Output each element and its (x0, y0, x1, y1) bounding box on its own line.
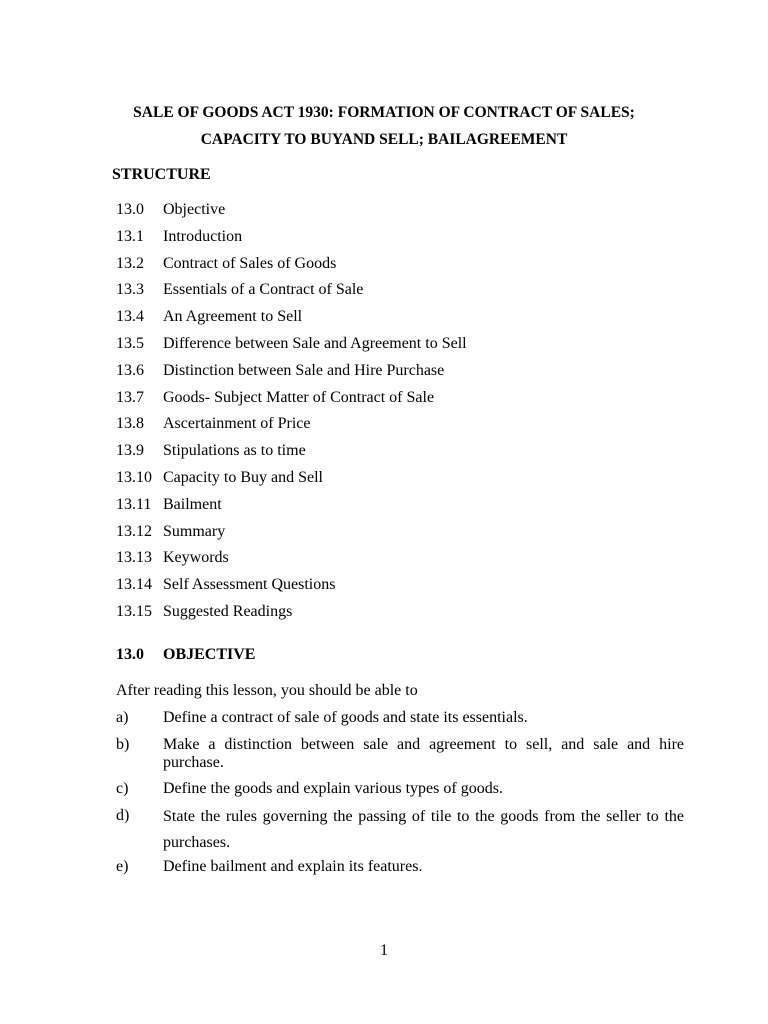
toc-item (116, 200, 467, 227)
structure-heading: STRUCTURE (112, 166, 211, 183)
toc-item-label: Essentials of a Contract of Sale (163, 281, 364, 299)
objective-item-text: Define a contract of sale of goods and state its essentials. (163, 709, 528, 726)
toc-item (116, 334, 467, 361)
toc-item (116, 575, 467, 602)
toc-item-number: 13.5 (116, 334, 144, 352)
objectives-list (116, 708, 684, 884)
page-number: 1 (380, 942, 388, 959)
toc-item (116, 495, 467, 522)
toc-item-number: 13.9 (116, 442, 144, 460)
toc-item-label: Goods- Subject Matter of Contract of Sale (163, 388, 435, 406)
objective-item (116, 779, 684, 799)
toc-item-number: 13.6 (116, 361, 144, 379)
toc-item-label: An Agreement to Sell (163, 308, 303, 326)
toc-item-number: 13.15 (116, 602, 152, 620)
document-title-line-1: SALE OF GOODS ACT 1930: FORMATION OF CONTRACT OF SALES; (133, 104, 635, 121)
objective-item-letter: c) (116, 780, 129, 797)
objective-item-text: State the rules governing the passing of tile to the goods from the seller to the purchases. (163, 808, 684, 851)
toc-item-number: 13.4 (116, 308, 144, 326)
toc-item (116, 388, 467, 415)
toc-item-label: Objective (163, 201, 226, 218)
toc-item (116, 441, 467, 468)
toc-item-number: 13.8 (116, 415, 144, 433)
objective-heading (116, 646, 255, 664)
objective-item-letter: b) (116, 736, 130, 753)
objective-item-letter: a) (116, 709, 129, 726)
objective-intro: After reading this lesson, you should be able to (116, 682, 418, 699)
toc-item-number: 13.2 (116, 254, 144, 272)
toc-item-number: 13.13 (116, 549, 152, 567)
toc-item-number: 13.3 (116, 281, 144, 299)
toc-item-number: 13.1 (116, 227, 144, 245)
toc-item (116, 468, 467, 495)
toc-item-label: Contract of Sales of Goods (163, 254, 337, 272)
toc-item (116, 361, 467, 388)
toc-item (116, 548, 467, 575)
toc-item-number: 13.0 (116, 201, 144, 218)
toc-item (116, 254, 467, 281)
toc-item-label: Introduction (163, 227, 243, 245)
toc-item-number: 13.10 (116, 468, 152, 486)
toc-item (116, 602, 467, 629)
document-title-line-2: CAPACITY TO BUYAND SELL; BAILAGREEMENT (200, 131, 568, 148)
toc-item (116, 227, 467, 254)
objective-item (116, 735, 684, 772)
objective-item-text: Make a distinction between sale and agreement to sell, and sale and hire purchase. (163, 736, 684, 771)
objective-item (116, 708, 684, 728)
toc-item (116, 307, 467, 334)
table-of-contents (116, 200, 467, 629)
toc-item-label: Stipulations as to time (163, 442, 306, 460)
objective-heading-label: OBJECTIVE (163, 646, 256, 663)
objective-item (116, 857, 684, 877)
objective-item-text: Define the goods and explain various types of goods. (163, 780, 503, 797)
toc-item-number: 13.11 (116, 495, 152, 513)
toc-item-label: Self Assessment Questions (163, 576, 336, 594)
toc-item-label: Summary (163, 522, 226, 540)
toc-item-number: 13.12 (116, 522, 152, 540)
objective-item-text: Define bailment and explain its features. (163, 858, 423, 875)
toc-item-label: Difference between Sale and Agreement to Sell (163, 334, 467, 352)
objective-item (116, 806, 684, 856)
toc-item-label: Keywords (163, 549, 229, 567)
toc-item (116, 522, 467, 549)
toc-item-label: Capacity to Buy and Sell (163, 468, 323, 486)
toc-item-label: Ascertainment of Price (163, 415, 311, 433)
toc-item (116, 280, 467, 307)
toc-item-label: Suggested Readings (163, 602, 293, 620)
toc-item-label: Distinction between Sale and Hire Purchase (163, 361, 445, 379)
toc-item-number: 13.7 (116, 388, 144, 406)
toc-item (116, 414, 467, 441)
toc-item-number: 13.14 (116, 576, 152, 594)
objective-heading-number: 13.0 (116, 646, 144, 663)
objective-item-letter: e) (116, 858, 129, 875)
toc-item-label: Bailment (163, 495, 222, 513)
objective-item-letter: d) (116, 807, 130, 824)
